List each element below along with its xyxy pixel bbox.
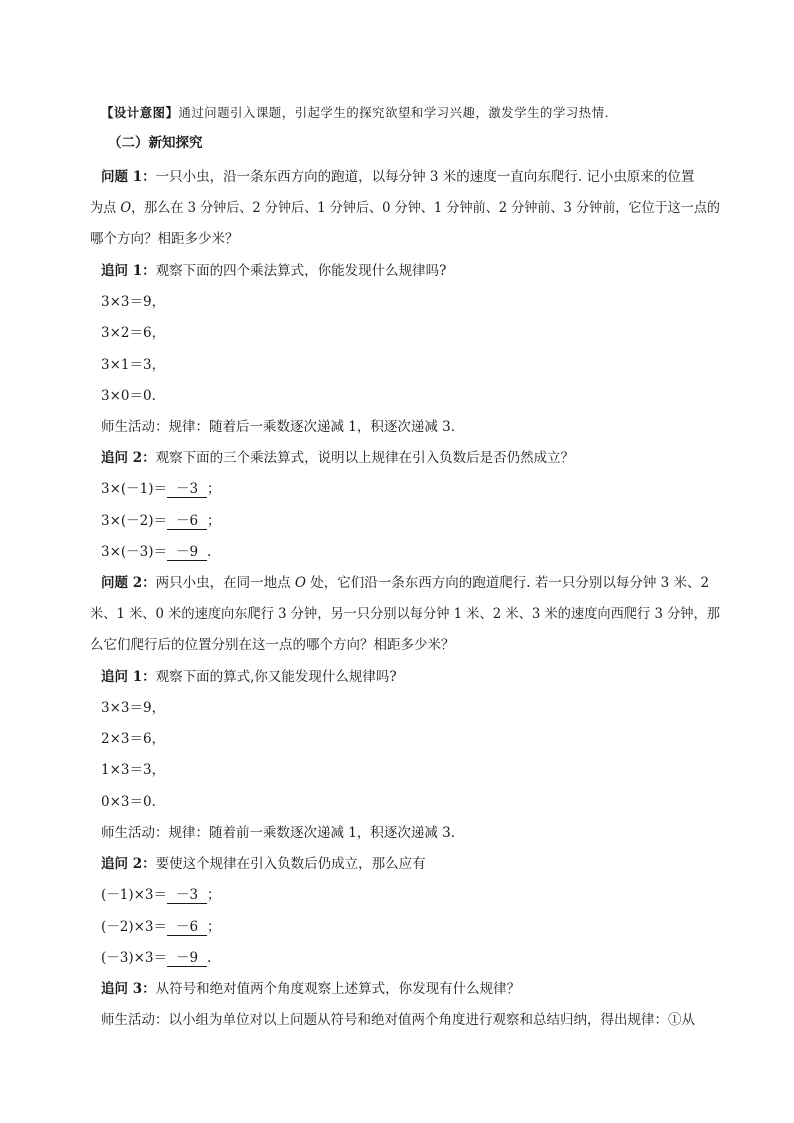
- equation-a-1: 3×3＝9，: [101, 294, 166, 310]
- activity-b-text: 规律：随着前一乘数逐次递减 1，积逐次递减 3.: [168, 825, 456, 841]
- equation-b-1: 3×3＝9，: [101, 700, 166, 716]
- section-heading: （二）新知探究: [108, 135, 203, 151]
- neg-equation-a-1-end: ；: [207, 481, 221, 497]
- problem1-line2: [90, 198, 720, 218]
- followup2b-label: 追问 2：: [101, 856, 156, 872]
- neg-equation-a-1: [101, 479, 221, 499]
- problem2-line2: 米、1 米、0 米的速度向东爬行 3 分钟，另一只分别以每分钟 1 米、2 米、3 米的速度向西爬行 3 分钟，那: [90, 606, 720, 622]
- activity-c-line: [101, 1010, 695, 1030]
- neg-equation-b-3: [101, 948, 211, 968]
- neg-equation-b-1-answer: －3: [167, 887, 207, 904]
- neg-equation-b-2-end: ；: [207, 919, 221, 935]
- equation-b-2: 2×3＝6，: [101, 731, 166, 747]
- neg-equation-a-3-end: .: [207, 544, 212, 560]
- point-o-label-2: O: [294, 575, 306, 591]
- problem2-text-1b: 处，它们沿一条东西方向的跑道爬行. 若一只分别以每分钟 3 米、2: [305, 575, 710, 591]
- neg-equation-a-3-expr: 3×(－3)＝: [101, 544, 168, 560]
- equation-b-4: 0×3＝0.: [101, 794, 156, 810]
- activity-c-label: 师生活动：: [101, 1012, 169, 1028]
- neg-equation-b-1-end: ；: [207, 887, 221, 903]
- neg-equation-b-3-expr: (－3)×3＝: [101, 950, 168, 966]
- problem1-line3: 哪个方向？相距多少米？: [90, 231, 239, 247]
- problem2-label: 问题 2：: [101, 575, 156, 591]
- problem2-line3: 么它们爬行后的位置分别在这一点的哪个方向？相距多少米？: [90, 637, 455, 653]
- neg-equation-a-2-answer: －6: [167, 513, 207, 530]
- neg-equation-b-2-answer: －6: [167, 919, 207, 936]
- neg-equation-b-3-answer: －9: [167, 950, 207, 967]
- followup2a-text: 观察下面的三个乘法算式，说明以上规律在引入负数后是否仍然成立？: [155, 450, 575, 466]
- neg-equation-a-3: [101, 542, 211, 562]
- activity-a-label: 师生活动：: [101, 419, 169, 435]
- followup2b-line: [101, 854, 426, 874]
- neg-equation-a-2-end: ；: [207, 513, 221, 529]
- activity-c-text: 以小组为单位对以上问题从符号和绝对值两个角度进行观察和总结归纳，得出规律：①从: [168, 1012, 695, 1028]
- followup2a-label: 追问 2：: [101, 450, 156, 466]
- followup2b-text: 要使这个规律在引入负数后仍成立，那么应有: [155, 856, 426, 872]
- neg-equation-a-2: [101, 511, 221, 531]
- activity-a-line: [101, 417, 455, 437]
- neg-equation-b-2: [101, 917, 221, 937]
- design-intent-line: [101, 103, 720, 123]
- followup3-text: 从符号和绝对值两个角度观察上述算式，你发现有什么规律？: [155, 981, 521, 997]
- followup3-label: 追问 3：: [101, 981, 156, 997]
- neg-equation-a-2-expr: 3×(－2)＝: [101, 513, 168, 529]
- followup1a-label: 追问 1：: [101, 263, 156, 279]
- followup1b-line: [101, 667, 397, 687]
- activity-a-text: 规律：随着后一乘数逐次递减 1，积逐次递减 3.: [168, 419, 456, 435]
- problem1-text-2b: ，那么在 3 分钟后、2 分钟后、1 分钟后、0 分钟、1 分钟前、2 分钟前、3 分钟前，它位于这一点的: [131, 200, 721, 216]
- neg-equation-a-3-answer: －9: [167, 544, 207, 561]
- problem2-line1: [101, 573, 709, 593]
- followup1a-text: 观察下面的四个乘法算式，你能发现什么规律吗?: [155, 263, 447, 279]
- problem1-line1: [101, 167, 694, 187]
- followup3-line: [101, 979, 520, 999]
- neg-equation-b-3-end: .: [207, 950, 212, 966]
- design-intent-text: 通过问题引入课题，引起学生的探究欲望和学习兴趣，激发学生的学习热情.: [178, 105, 610, 120]
- followup1b-text: 观察下面的算式,你又能发现什么规律吗?: [155, 669, 397, 685]
- design-intent-label: 【设计意图】: [101, 105, 179, 120]
- activity-b-line: [101, 823, 455, 843]
- neg-equation-b-2-expr: (－2)×3＝: [101, 919, 168, 935]
- equation-a-4: 3×0＝0.: [101, 388, 156, 404]
- neg-equation-b-1: [101, 885, 221, 905]
- followup1a-line: [101, 261, 446, 281]
- activity-b-label: 师生活动：: [101, 825, 169, 841]
- problem1-label: 问题 1：: [101, 169, 156, 185]
- followup2a-line: [101, 448, 574, 468]
- neg-equation-a-1-expr: 3×(－1)＝: [101, 481, 168, 497]
- point-o-label: O: [120, 200, 132, 216]
- equation-b-3: 1×3＝3，: [101, 762, 166, 778]
- problem2-text-1a: 两只小虫，在同一地点: [155, 575, 295, 591]
- equation-a-2: 3×2＝6，: [101, 325, 166, 341]
- equation-a-3: 3×1＝3，: [101, 357, 166, 373]
- neg-equation-b-1-expr: (－1)×3＝: [101, 887, 168, 903]
- followup1b-label: 追问 1：: [101, 669, 156, 685]
- problem1-text-1: 一只小虫，沿一条东西方向的跑道，以每分钟 3 米的速度一直向东爬行. 记小虫原来的位置: [155, 169, 695, 185]
- problem1-text-2a: 为点: [90, 200, 121, 216]
- neg-equation-a-1-answer: －3: [167, 481, 207, 498]
